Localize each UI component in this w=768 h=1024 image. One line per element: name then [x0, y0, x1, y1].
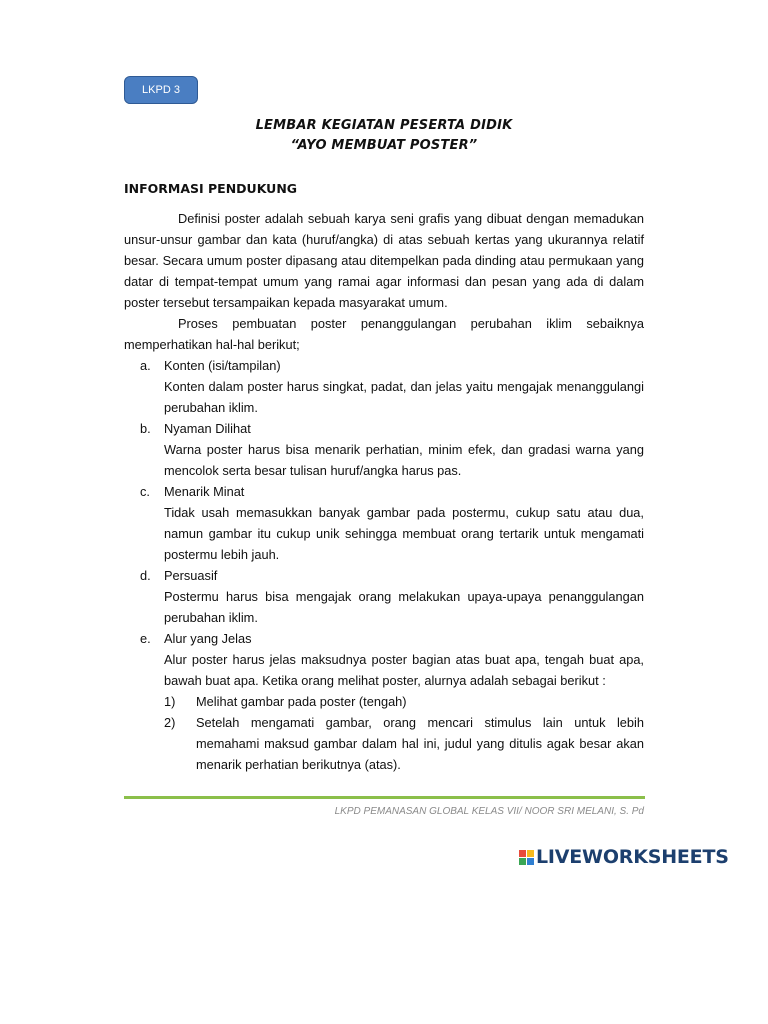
paragraph-definition: Definisi poster adalah sebuah karya seni grafis yang dibuat dengan memadukan unsur-unsur gambar dan kata (huruf/angka) di atas sebuah kertas yang ukurannya relatif besar. Secara umum poster dipasang atau ditempelkan pada dinding atau permukaan yang datar di tempat-tempat umum yang ramai agar informasi dan pesan yang ada di dalam poster tersebut tersampaikan kepada masyarakat umum. — [124, 211, 644, 310]
list-item-text: Konten dalam poster harus singkat, padat, dan jelas yaitu mengajak menanggulangi perubahan iklim. — [164, 379, 644, 415]
liveworksheets-logo — [519, 846, 729, 868]
list-item-heading: Konten (isi/tampilan) — [164, 358, 281, 373]
list-item — [124, 565, 644, 628]
list-item-heading: Nyaman Dilihat — [164, 421, 251, 436]
list-item-text: Tidak usah memasukkan banyak gambar pada postermu, cukup satu atau dua, namun gambar itu cukup unik sehingga membuat orang tertarik untuk mengamati postermu lebih jauh. — [164, 505, 644, 562]
list-marker: c. — [140, 484, 150, 499]
list-marker: a. — [140, 358, 151, 373]
page-title: LEMBAR KEGIATAN PESERTA DIDIK — [255, 118, 513, 133]
lkpd-badge: LKPD 3 — [124, 76, 198, 104]
page-subtitle: “AYO MEMBUAT POSTER” — [290, 138, 478, 153]
sub-list-text: Setelah mengamati gambar, orang mencari stimulus lain untuk lebih memahami maksud gambar dalam hal ini, judul yang ditulis agak besar akan menarik perhatian berikutnya (atas). — [196, 715, 644, 772]
document-body — [124, 208, 644, 775]
list-item — [124, 481, 644, 565]
footer-text: LKPD PEMANASAN GLOBAL KELAS VII/ NOOR SRI MELANI, S. Pd — [334, 806, 644, 817]
paragraph-process: Proses pembuatan poster penanggulangan perubahan iklim sebaiknya memperhatikan hal-hal berikut; — [124, 316, 644, 352]
list-item-text: Warna poster harus bisa menarik perhatian, minim efek, dan gradasi warna yang mencolok serta besar tulisan huruf/angka harus pas. — [164, 442, 644, 478]
list-marker: d. — [140, 568, 151, 583]
sub-list-item — [124, 691, 644, 712]
sub-list-marker: 1) — [164, 694, 176, 709]
list-item-heading: Alur yang Jelas — [164, 631, 252, 646]
list-marker: e. — [140, 631, 151, 646]
list-item-heading: Menarik Minat — [164, 484, 245, 499]
list-item-heading: Persuasif — [164, 568, 218, 583]
list-item-text: Alur poster harus jelas maksudnya poster bagian atas buat apa, tengah buat apa, bawah buat apa. Ketika orang melihat poster, alurnya adalah sebagai berikut : — [164, 652, 644, 688]
list-item — [124, 418, 644, 481]
list-marker: b. — [140, 421, 151, 436]
sub-list-marker: 2) — [164, 715, 176, 730]
logo-text: LIVEWORKSHEETS — [536, 846, 729, 868]
section-heading: INFORMASI PENDUKUNG — [124, 181, 298, 196]
footer-divider — [124, 796, 645, 799]
sub-list-text: Melihat gambar pada poster (tengah) — [196, 694, 407, 709]
list-item — [124, 355, 644, 418]
sub-list-item — [124, 712, 644, 775]
liveworksheets-logo-icon — [519, 850, 534, 865]
list-item — [124, 628, 644, 691]
list-item-text: Postermu harus bisa mengajak orang melakukan upaya-upaya penanggulangan perubahan iklim. — [164, 589, 644, 625]
